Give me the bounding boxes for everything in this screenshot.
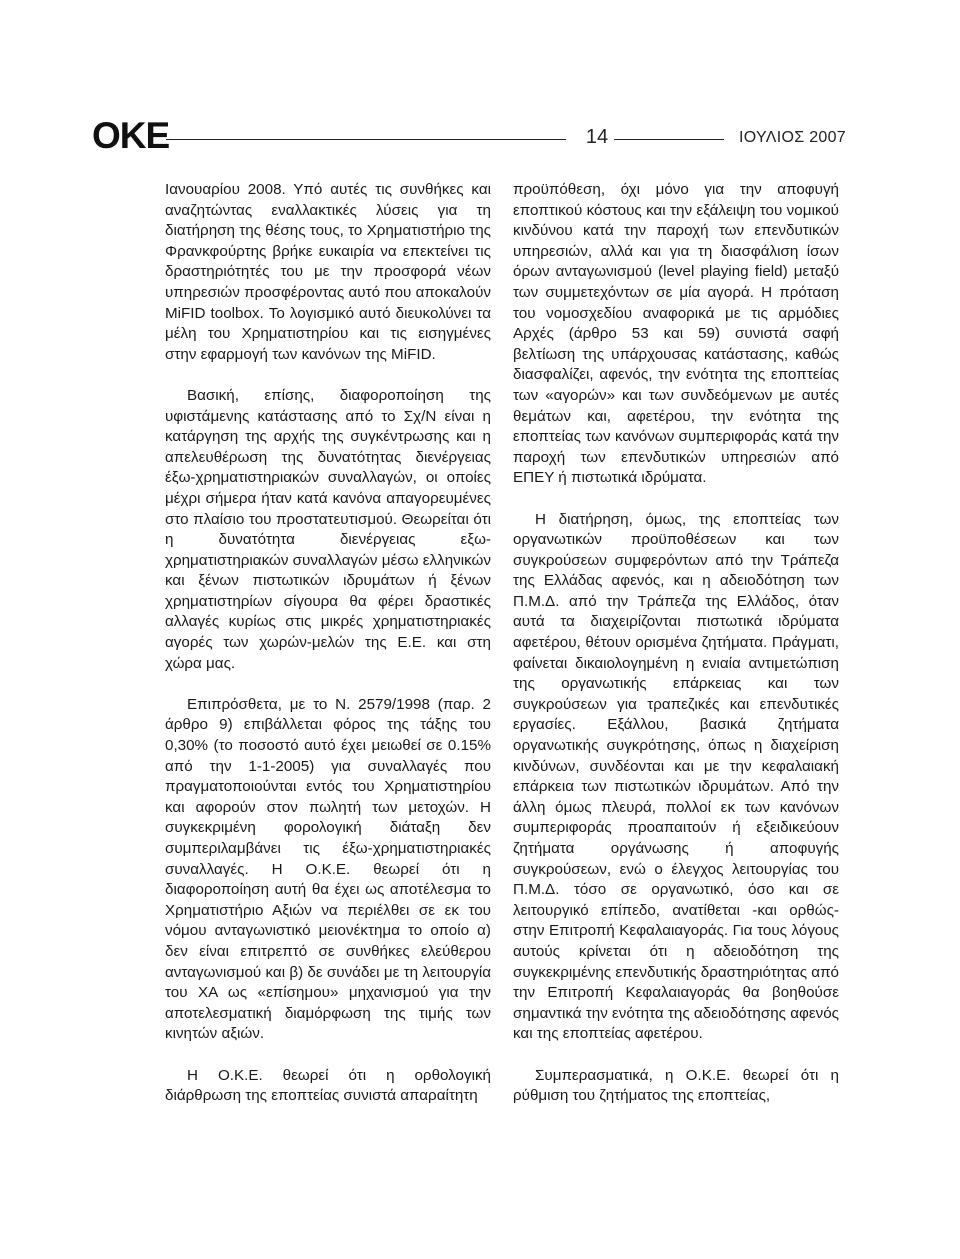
header-rule-right [614, 139, 724, 140]
paragraph: Συμπερασματικά, η Ο.Κ.Ε. θεωρεί ότι η ρύθμιση του ζητήματος της εποπτείας, [513, 1066, 839, 1105]
page-header [92, 112, 846, 162]
paragraph: προϋπόθεση, όχι μόνο για την αποφυγή εποπτικού κόστους και την εξάλειψη του νομικού κινδύνου κατά την παροχή των επενδυτικών υπηρεσιών, αλλά και για τη διασφάλιση ίσων όρων ανταγωνισμού (level playing field) μεταξύ των συμμετεχόντων σε μία αγορά. Η πρόταση του νομοσχεδίου αναφορικά με τις αρμόδιες Αρχές (άρθρο 53 και 59) συνιστά σαφή βελτίωση της υπάρχουσας κατάστασης, καθώς διασφαλίζει, αφενός, την ενότητα της εποπτείας των «αγορών» και των συνδεόμενων με αυτές θεμάτων και, αφετέρου, την ενότητα της εποπτείας των κανόνων συμπεριφοράς κατά την παροχή των επενδυτικών υπηρεσιών από ΕΠΕΥ ή πιστωτικά ιδρύματα. [513, 181, 839, 487]
left-text-column [165, 180, 491, 1107]
paragraph: Ιανουαρίου 2008. Υπό αυτές τις συνθήκες και αναζητώντας εναλλακτικές λύσεις για τη διατήρηση της θέσης τους, το Χρηματιστήριο της Φρανκφούρτης βρήκε ευκαιρία να επεκτείνει τις δραστηριότητές του με την προσφορά νέων υπηρεσιών προσφέροντας αυτό που αποκαλούν MiFID toolbox. Το λογισμικό αυτό διευκολύνει τα μέλη του Χρηματιστηρίου και τις εισηγμένες στην εφαρμογή των κανόνων της MiFID. [165, 181, 491, 363]
paragraph: Η διατήρηση, όμως, της εποπτείας των οργανωτικών προϋποθέσεων και των συγκρούσεων συμφερόντων από την Τράπεζα της Ελλάδας αφενός, και η αδειοδότηση των Π.Μ.Δ. από την Τράπεζα της Ελλάδος, όταν αυτά τα διαχειρίζονται πιστωτικά ιδρύματα αφετέρου, θέτουν ορισμένα ζητήματα. Πράγματι, φαίνεται δικαιολογημένη η ενιαία αντιμετώπιση της οργανωτικής επάρκειας και των συγκρούσεων για τραπεζικές και επενδυτικές εργασίες. Εξάλλου, βασικά ζητήματα οργανωτικής συγκρότησης, όπως η διαχείριση κινδύνων, συνδέονται και με την κεφαλαιακή επάρκεια των πιστωτικών ιδρυμάτων. Από την άλλη όμως πλευρά, πολλοί εκ των κανόνων συμπεριφοράς προαπαιτούν ή εξειδικεύουν ζητήματα οργάνωσης ή αποφυγής συγκρούσεων, ενώ ο έλεγχος λειτουργίας του Π.Μ.Δ. τόσο σε οργανωτικό, όσο και σε λειτουργικό επίπεδο, ανατίθεται -και ορθώς- στην Επιτροπή Κεφαλαιαγοράς. Για τους λόγους αυτούς κρίνεται ότι η αδειοδότηση της συγκεκριμένης επενδυτικής δραστηριότητας από την Επιτροπή Κεφαλαιαγοράς θα βοηθούσε σημαντικά την ενότητα της αδειοδότησης αφενός και της εποπτείας αφετέρου. [513, 510, 839, 1043]
issue-date: ΙΟΥΛΙΟΣ 2007 [739, 129, 846, 146]
page-number: 14 [585, 126, 609, 148]
right-text-column [513, 180, 839, 1107]
paragraph: Επιπρόσθετα, με το Ν. 2579/1998 (παρ. 2 άρθρο 9) επιβάλλεται φόρος της τάξης του 0,30% (το ποσοστό αυτό έχει μειωθεί σε 0.15% από την 1-1-2005) για συναλλαγές που πραγματοποιούνται εντός του Χρηματιστηρίου και αφορούν στον πωλητή των μετοχών. Η συγκεκριμένη φορολογική διάταξη δεν συμπεριλαμβάνει τις έξω-χρηματιστηριακές συναλλαγές. Η Ο.Κ.Ε. θεωρεί ότι η διαφοροποίηση αυτή θα έχει ως αποτέλεσμα το Χρηματιστήριο Αξιών να περιέλθει σε εκ του νόμου ανταγωνιστικό μειονέκτημα το οποίο α) δεν είναι επιτρεπτό σε συνθήκες ελεύθερου ανταγωνισμού και β) δε συνάδει με τη λειτουργία του ΧΑ ως «επίσημου» μηχανισμού για την αποτελεσματική διαμόρφωση της τιμής των κινητών αξιών. [165, 695, 491, 1043]
header-rule-left [166, 139, 566, 140]
paragraph: Βασική, επίσης, διαφοροποίηση της υφιστάμενης κατάστασης από το Σχ/Ν είναι η κατάργηση της αρχής της συγκέντρωσης και η απελευθέρωση της δυνατότητας διενέργειας έξω-χρηματιστηριακών συναλλαγών, οι οποίες μέχρι σήμερα ήταν κατά κανόνα απαγορευμένες στο πλαίσιο του προστατευτισμού. Θεωρείται ότι η δυνατότητα διενέργειας εξω-χρηματιστηριακών συναλλαγών μέσω ελληνικών και ξένων πιστωτικών ιδρυμάτων ή ξένων χρηματιστηρίων σίγουρα θα φέρει δραστικές αλλαγές κυρίως στις μικρές χρηματιστηριακές αγορές των χωρών-μελών της Ε.Ε. και στη χώρα μας. [165, 386, 491, 672]
oke-logo: OKE [92, 115, 170, 156]
paragraph: Η Ο.Κ.Ε. θεωρεί ότι η ορθολογική διάρθρωση της εποπτείας συνιστά απαραίτητη [165, 1066, 491, 1105]
